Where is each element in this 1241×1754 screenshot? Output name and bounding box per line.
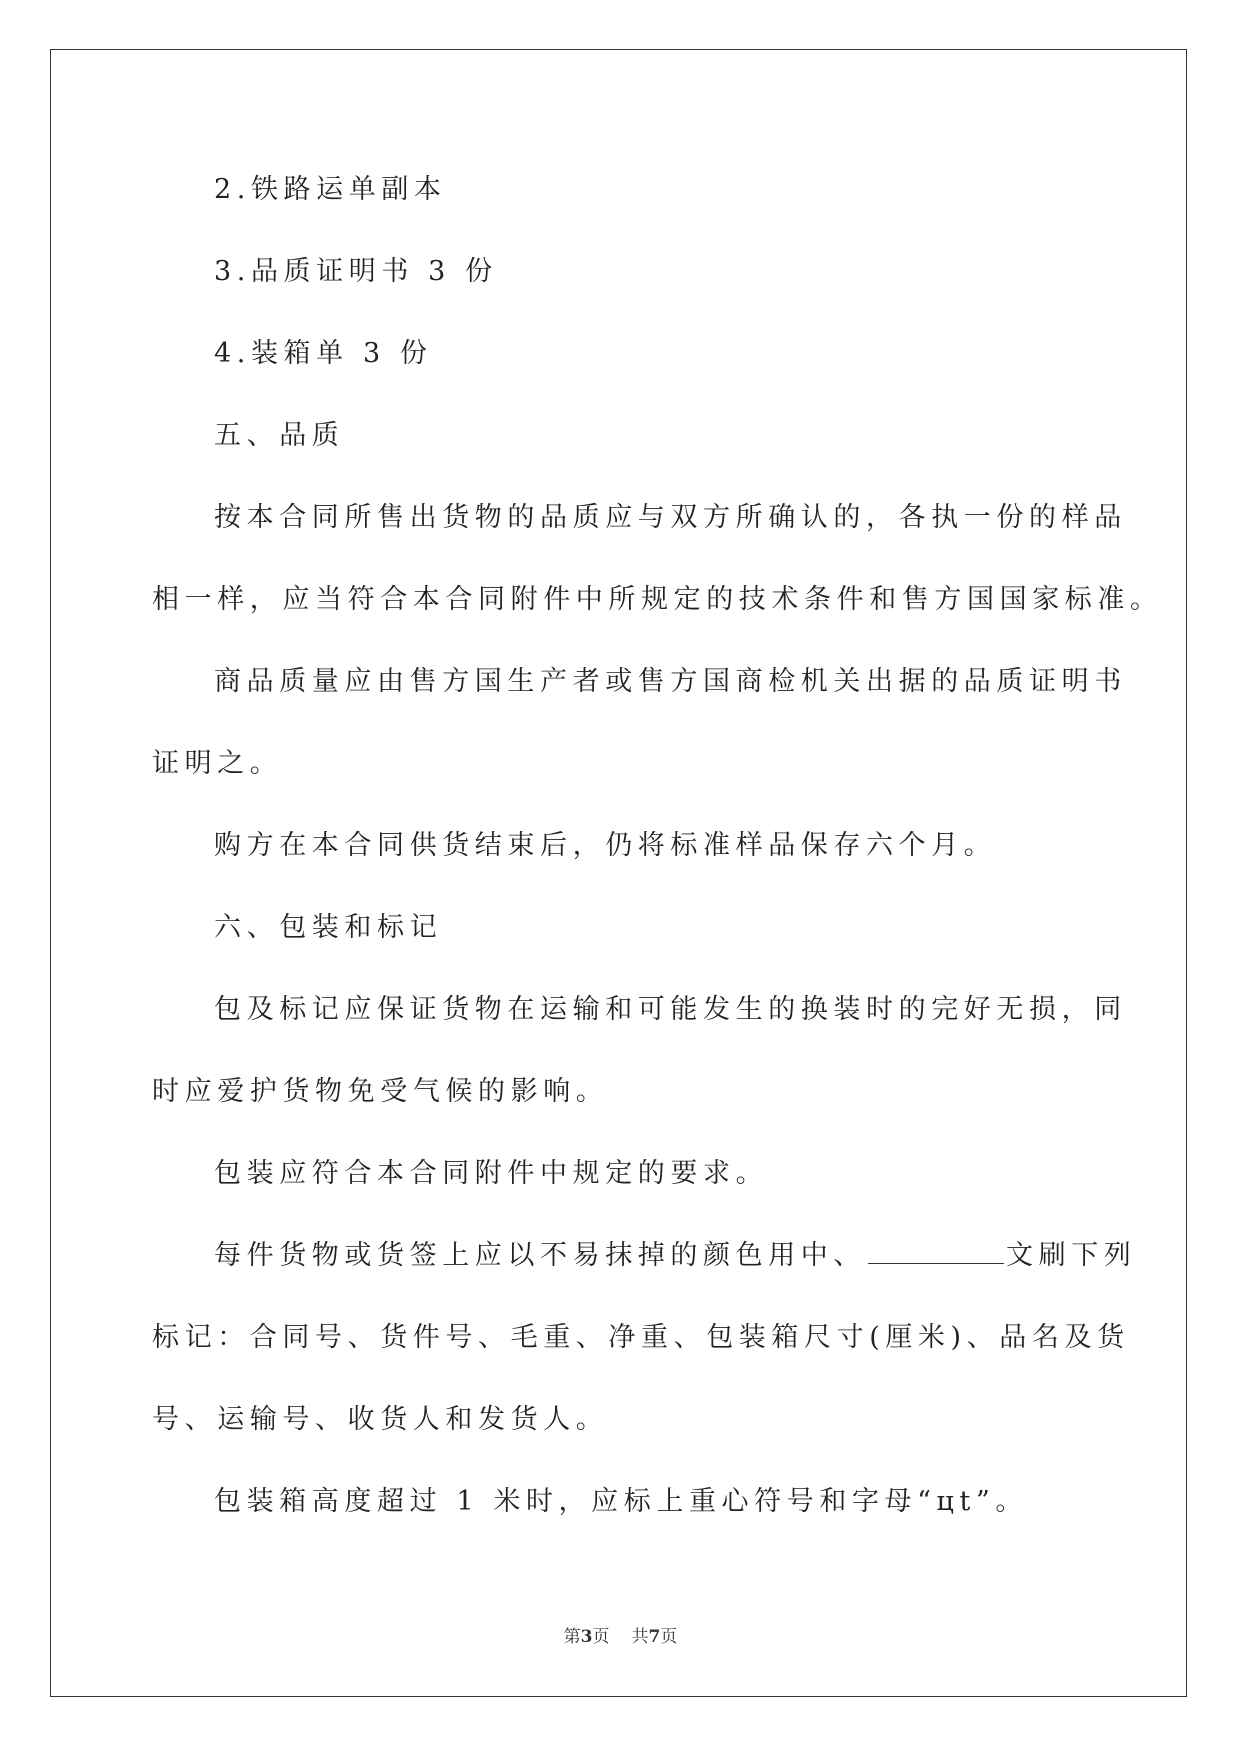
page-suffix: 页 <box>592 1627 610 1647</box>
total-pages: 7 <box>648 1627 661 1647</box>
page-footer <box>0 1622 1241 1647</box>
paragraph-line: 包装箱高度超过 1 米时，应标上重心符号和字母“цt”。 <box>214 1486 1028 1517</box>
paragraph-line: 商品质量应由售方国生产者或售方国商检机关出据的品质证明书 <box>214 666 1127 697</box>
paragraph-line: 号、运输号、收货人和发货人。 <box>152 1404 609 1435</box>
list-item-packing-list: 4.装箱单 3 份 <box>214 338 433 369</box>
total-prefix: 共 <box>631 1627 649 1647</box>
total-suffix: 页 <box>660 1627 678 1647</box>
paragraph-line: 标记：合同号、货件号、毛重、净重、包装箱尺寸(厘米)、品名及货 <box>152 1322 1130 1353</box>
section-heading-packing: 六、包装和标记 <box>214 912 443 943</box>
paragraph-line: 包及标记应保证货物在运输和可能发生的换装时的完好无损，同 <box>214 994 1127 1025</box>
paragraph-line-with-blank <box>152 1230 1137 1312</box>
paragraph-line: 证明之。 <box>152 748 283 779</box>
paragraph-line: 按本合同所售出货物的品质应与双方所确认的，各执一份的样品 <box>214 502 1127 533</box>
document-body <box>152 164 1163 1558</box>
paragraph-line: 购方在本合同供货结束后，仍将标准样品保存六个月。 <box>214 830 997 861</box>
paragraph-line: 时应爱护货物免受气候的影响。 <box>152 1076 609 1107</box>
section-heading-quality: 五、品质 <box>214 420 345 451</box>
list-item-railway-waybill: 2.铁路运单副本 <box>214 174 447 205</box>
page-number: 3 <box>580 1627 593 1647</box>
list-item-quality-certificate: 3.品质证明书 3 份 <box>214 256 498 287</box>
text-segment: 每件货物或货签上应以不易抹掉的颜色用中、 <box>214 1240 866 1271</box>
text-segment: 文刷下列 <box>1006 1240 1137 1271</box>
paragraph-line: 包装应符合本合同附件中规定的要求。 <box>214 1158 769 1189</box>
paragraph-line: 相一样，应当符合本合同附件中所规定的技术条件和售方国国家标准。 <box>152 584 1163 615</box>
page-prefix: 第 <box>563 1627 581 1647</box>
fill-in-blank <box>868 1241 1004 1264</box>
